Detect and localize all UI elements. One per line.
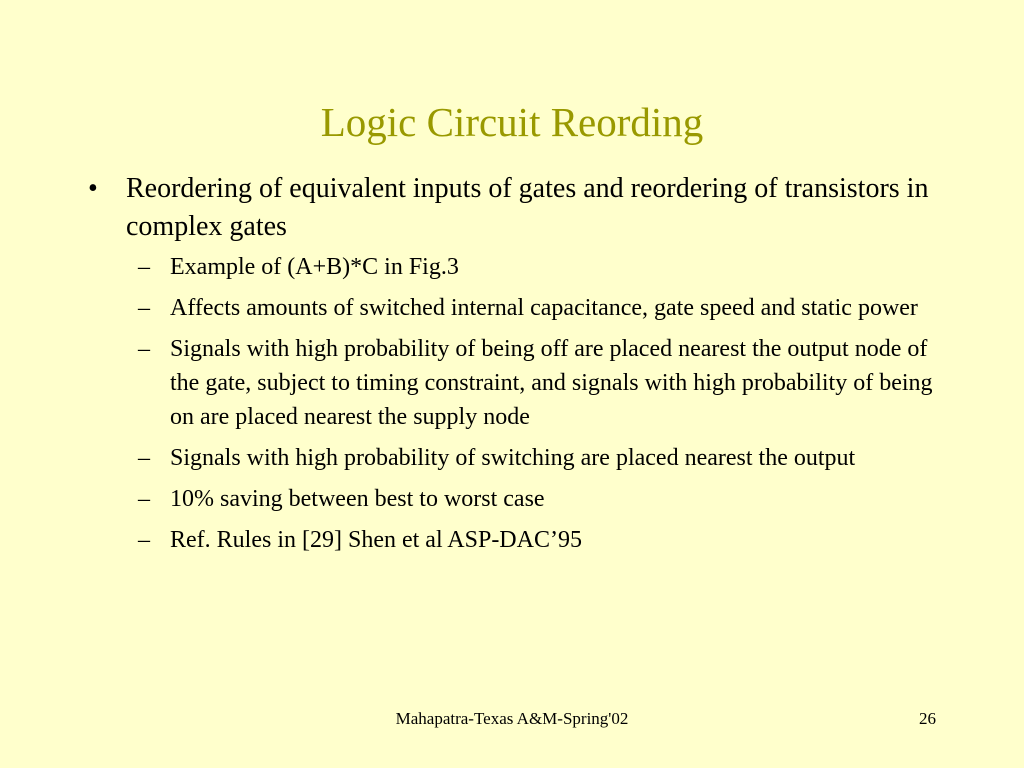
sub-bullet-text: Ref. Rules in [29] Shen et al ASP-DAC’95 [170,527,582,553]
sub-bullet-item [88,332,938,434]
dash-marker: – [138,336,150,362]
sub-bullet-text: Signals with high probability of switching are placed nearest the output [170,445,856,471]
sub-bullet-item [88,523,938,557]
dash-marker: – [138,254,150,280]
sub-bullet-text: Example of (A+B)*C in Fig.3 [170,254,459,280]
sub-bullet-text: Affects amounts of switched internal capacitance, gate speed and static power [170,295,918,321]
sub-bullet-item [88,482,938,516]
slide-content [88,170,938,564]
page-number: 26 [919,709,936,728]
sub-bullet-list [88,250,938,557]
main-bullet [88,170,938,246]
sub-bullet-text: 10% saving between best to worst case [170,486,545,512]
sub-bullet-item [88,441,938,475]
dash-marker: – [138,527,150,553]
slide-footer: Mahapatra-Texas A&M-Spring'02 [395,709,629,728]
sub-bullet-item [88,250,938,284]
slide-title: Logic Circuit Reording [320,99,704,145]
sub-bullet-item [88,291,938,325]
main-bullet-text: Reordering of equivalent inputs of gates and reordering of transistors in complex gates [126,173,929,242]
dash-marker: – [138,295,150,321]
dash-marker: – [138,486,150,512]
sub-bullet-text: Signals with high probability of being off are placed nearest the output node of the gate, subject to timing constraint, and signals with high probability of being on are placed nearest the supply node [170,336,933,430]
dash-marker: – [138,445,150,471]
bullet-marker: • [88,173,98,204]
